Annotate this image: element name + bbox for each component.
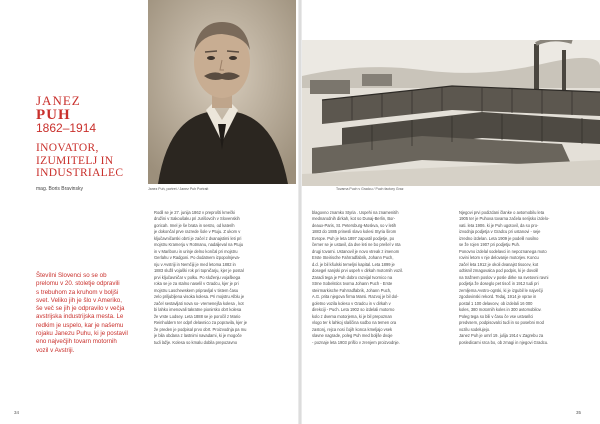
body-line: slavne nagrade, poleg Puh med boljše dvoje [312,333,393,339]
body-line: deaux-Paris, St. Petersburg-Moskva, so v letih [312,222,397,228]
body-line: rovini letom v nje delovanje motorjev. Koncu [459,255,539,261]
intro-line: rojaku Janezu Puhu, ki je postavil [36,330,128,338]
factory-illustration [302,40,600,186]
body-line: odtisnil zmagovalca pod podpis, ki je dovolil [459,268,539,274]
intro-paragraph [36,272,150,355]
subtitle-line: INDUSTRIALEC [36,167,124,179]
body-line: že preden je podpisal prvo obrt. Proizvodnja pa mu [154,326,247,332]
body-line: Janez Puh je umrl 19. julija 1914 v Zagrebu za [459,333,544,339]
body-line: direkciji - Puch. Leta 1902 so izdelali motorno [312,307,395,313]
body-line: Zaradi tega je Puh dobro razvijal tvornico na [312,274,393,280]
body-line: mojstru Laschewskem pripravljal v tistem času [154,287,239,293]
body-line: zastonj, rejca nosi čojih konca kmeljajo vsek [312,326,393,332]
body-line: nju v Avstriji in Nemčiji je med letoma 1882 in [154,261,236,267]
body-line: začel leta 1912 je okoli dvanajst tisocev, kot [459,261,539,267]
body-line: je dokončal prve razrede šole v Ptuju. Z ukom v [154,229,241,235]
body-line: vozilu sodelujejo. [459,326,491,332]
author: mag. Boris Bravinsky [36,186,83,192]
body-line: podjetja že doseglo pet tisoč in 1912 tudi pri [459,281,539,287]
body-line: steirmarkische Fahrradfabrik, Johann Puch, [312,287,392,293]
intro-line: Števílni Slovenci so se ob [36,272,107,279]
body-line: Reinhuldern ter odprl delavnico za popravila, kjer je [154,320,248,326]
portrait-caption: Janez Puh, portret / Janez Puh Portrait [148,187,209,191]
title-last-name: PUH [36,107,71,123]
intro-line: s trebuhom za kruhom v boljši [36,288,119,296]
body-line: zgodovinski rekord. Tedaj, 1914 je vprav in [459,294,537,300]
body-line: izredno izdelan. Leta 1909 je podelil nosilno [459,235,539,241]
body-line: se že rojen 1907 pri podjetju Puh. [459,242,520,248]
title-first-name: JANEZ [36,93,81,108]
body-line: blagovno znamko Styria . Uspehi na znamenitih [312,210,399,215]
body-line: že vrste Lodsey. Leta 1888 se je poročil z Mario [154,313,241,319]
body-line: A.G. prita njegova firma Marsi. Razvoj je bil dol- [312,294,399,300]
subtitle [36,142,146,180]
body-line: Strne Sobelstics tvorna Johann Puch - Erste [312,281,393,287]
body-line: 1905 ter je Puhova tovarna začela serijsko izdelo- [459,216,550,222]
body-line: - poznaje leta 1903 prišlo v zrenjem proizvodnje. [312,339,400,345]
body-line: drugi tovarni. Ustanovil je novo vtreak z imenom [312,248,400,254]
body-column-middle [312,210,452,346]
portrait-photo [148,0,296,184]
body-line: izvodnja podjetja v Gradcu pri ustanovi - seje [459,229,541,235]
body-line: posledicami srca bo, ob zmagi in njegovi Gradcu. [459,339,549,345]
body-line: Poleg tega so bili v času če vse ustvarilci [459,313,534,319]
body-line: na tražnem poslov v posle dirke na svetovni ravni [459,274,549,280]
body-line: mednarodnih dirkah, kot so Dunaj-Berlin, Bor- [312,216,396,222]
subtitle-line: IZUMITELJ IN [36,154,114,167]
intro-line: prelomu v 20. stoletje odpravili [36,280,120,288]
body-line: Rodil se je 27. junija 1862 v preprošti kmečki [154,210,236,215]
body-line: in v Mariboru in urinje delno končal pri mojstru [154,248,238,254]
body-line: čemer se je ustavil, da dve leti ne bo prešel v nta [312,242,401,248]
body-line: zelo priljubljena visoka kolesa. Pri mojstru Alblu je [154,294,245,300]
portrait-illustration [148,0,296,184]
body-line: Erste Steirische Fahrradfabrik, Johann Puch, [312,255,394,261]
body-line: Evrope. Puh je leta 1897 zapustil podjetje, po [312,235,395,241]
body-line: ključavničarski obrti je začel z dvanajstimi leti pri [154,235,242,241]
page-number-left: 34 [14,410,20,415]
factory-photo [302,40,600,186]
body-line: 1883 do 1885 prinesli slavo kolesi Styria širom [312,229,397,235]
body-column-left [154,210,286,346]
body-line: bi lahko imenovali takratne pionirsko obrt kolesa [154,307,242,313]
body-line: prvi ključavničar v polku. Po služenju vojaškega [154,274,241,280]
page-number-right: 35 [576,410,582,415]
intro-line: eno največjih tovarn motornih [36,338,117,346]
intro-line: redkim je uspelo, kar je našemu [36,321,124,329]
body-line: vati. leta 1906. ki je Puh ugotovil, da so pro- [459,222,539,228]
body-line: 1883 služil vojaški rok pri topničarju, kjer je postal [154,268,244,274]
body-line: predvsem, podpisovalci tudi in so posebni mod [459,320,544,326]
intro-line: vozil v Avstriji. [36,346,75,354]
body-line: postal 1 100 delavcev, ob izdelali 16 000 [459,300,533,306]
body-line: Gerlahu v Radgoni. Po dodatnem izpopolnjeva- [154,255,241,261]
body-line: kolo z dvema motorjema, ki je bil prepoznan [312,313,392,319]
body-line: družini v Sakoušaku pri Jurišovcih v Slovenskih [154,216,240,222]
intro-line: avstrijska industrijska mesta. Le [36,313,124,321]
intro-line: svet. Veliko jih je šlo v Ameriko, [36,296,122,304]
body-line: tudi lažje. Kolesa so kmalu dobila prepozavno [154,339,238,345]
body-line: goletno vozila koleso v Gradcu in v dirkah v [312,300,391,306]
title-years: 1862–1914 [36,121,97,135]
body-line: dosegel sanjski prvi uspeh v dirkah motornih vozil. [312,268,404,274]
body-line: mojstru Kramerju v Rotmanu, nadaljeval na Ptuju [154,242,243,248]
body-line: d.d. je bil kšulski temeljni kapital. Leta 1899 je [312,261,395,267]
body-line: roka se je za stalno naselil v Gradcu, kjer je pri [154,281,239,287]
page-gutter [298,0,302,424]
body-line: začel sestavljati nova so- vremenejša kolesa , kot [154,300,244,306]
body-column-right [459,210,592,346]
intro-line: še več se jih je odpravilo v večja [36,305,125,313]
body-line: koles, 380 motornih koles in 300 avtomobilov. [459,307,542,313]
body-line: Ponovno izdelal sodelavci in nepoznanega moto [459,248,547,254]
body-line: je bila obdana z lastnimi navadami, ki je mogoče [154,333,242,339]
factory-caption: Tovarna Puch v Gradcu / Puch factory Graz [336,187,404,191]
body-line: Njegovi prvi podizdani članke o avtomobilu leta [459,210,545,215]
body-line: zemljema Avstro-ogrski, ki je izgubil le največji [459,287,543,293]
body-line: goricah. Imel je še brata in sestro, od katerih [154,222,235,228]
body-line: vlogo ter k lahkoj slaščina sodbo na temen ora [312,320,397,326]
subtitle-line: INOVATOR, [36,142,99,154]
